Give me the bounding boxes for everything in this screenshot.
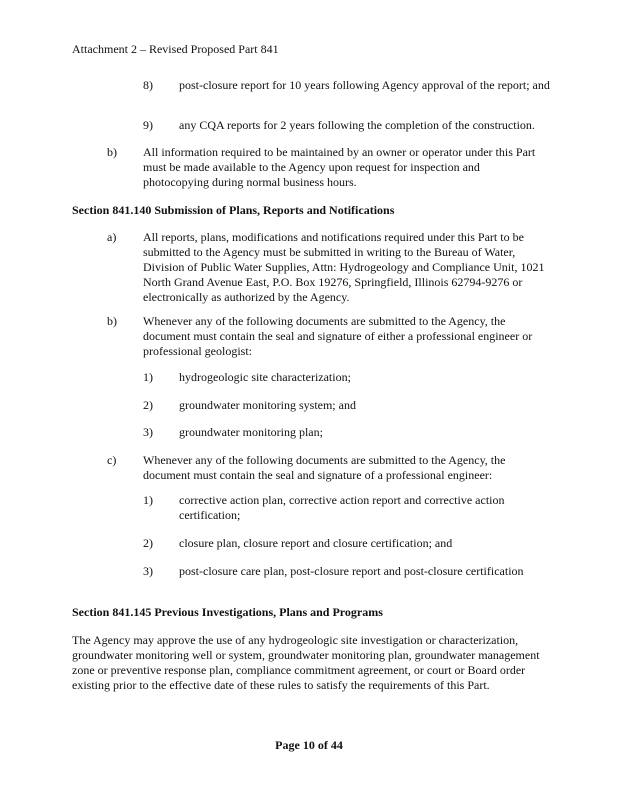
page-header: Attachment 2 – Revised Proposed Part 841	[72, 42, 279, 56]
subsection-text: All reports, plans, modifications and notifications required under this Part to be submitted to the Agency must be submitted in writing to the Bureau of Water, Division of Public Water Supplies, Attn: Hydrogeology and Compliance Unit, 1021 North Grand Avenue East, P.O. Box 19276, Springfield, Illinois 62794-9276 or electronically as authorized by the Agency.	[143, 230, 545, 304]
list-item-label: 8)	[143, 78, 153, 92]
section-paragraph: The Agency may approve the use of any hydrogeologic site investigation or characterization, groundwater monitoring well or system, groundwater monitoring plan, groundwater management zone or preventive response plan, compliance commitment agreement, or court or Board order existing prior to the effective date of these rules to satisfy the requirements of this Part.	[72, 633, 540, 692]
list-item-text: post-closure report for 10 years following Agency approval of the report; and	[179, 78, 550, 92]
list-item-text: any CQA reports for 2 years following the completion of the construction.	[179, 118, 535, 132]
page-number: Page 10 of 44	[275, 738, 343, 752]
list-item-text: post-closure care plan, post-closure report and post-closure certification	[179, 564, 524, 578]
list-item-label: 2)	[143, 398, 153, 412]
list-item-text: closure plan, closure report and closure certification; and	[179, 536, 453, 550]
list-item-text: corrective action plan, corrective action report and corrective action certification;	[179, 493, 505, 522]
list-item-label: 1)	[143, 370, 153, 384]
subsection-text: Whenever any of the following documents are submitted to the Agency, the document must contain the seal and signature of a professional engineer:	[143, 453, 506, 482]
list-item-label: 1)	[143, 493, 153, 507]
subsection-label: b)	[107, 314, 117, 328]
list-item-label: 9)	[143, 118, 153, 132]
list-item-text: groundwater monitoring plan;	[179, 425, 323, 439]
subsection-text: Whenever any of the following documents are submitted to the Agency, the document must contain the seal and signature of either a professional engineer or professional geologist:	[143, 314, 533, 358]
list-item-text: groundwater monitoring system; and	[179, 398, 356, 412]
list-item-label: 2)	[143, 536, 153, 550]
list-item-label: 3)	[143, 425, 153, 439]
subsection-label: b)	[107, 145, 117, 159]
list-item-text: hydrogeologic site characterization;	[179, 370, 351, 384]
section-heading: Section 841.145 Previous Investigations, Plans and Programs	[72, 605, 383, 619]
section-heading: Section 841.140 Submission of Plans, Reports and Notifications	[72, 203, 395, 217]
subsection-text: All information required to be maintained by an owner or operator under this Part must be made available to the Agency upon request for inspection and photocopying during normal business hours.	[143, 145, 536, 189]
subsection-label: a)	[107, 230, 117, 244]
list-item-label: 3)	[143, 564, 153, 578]
subsection-label: c)	[107, 453, 117, 467]
